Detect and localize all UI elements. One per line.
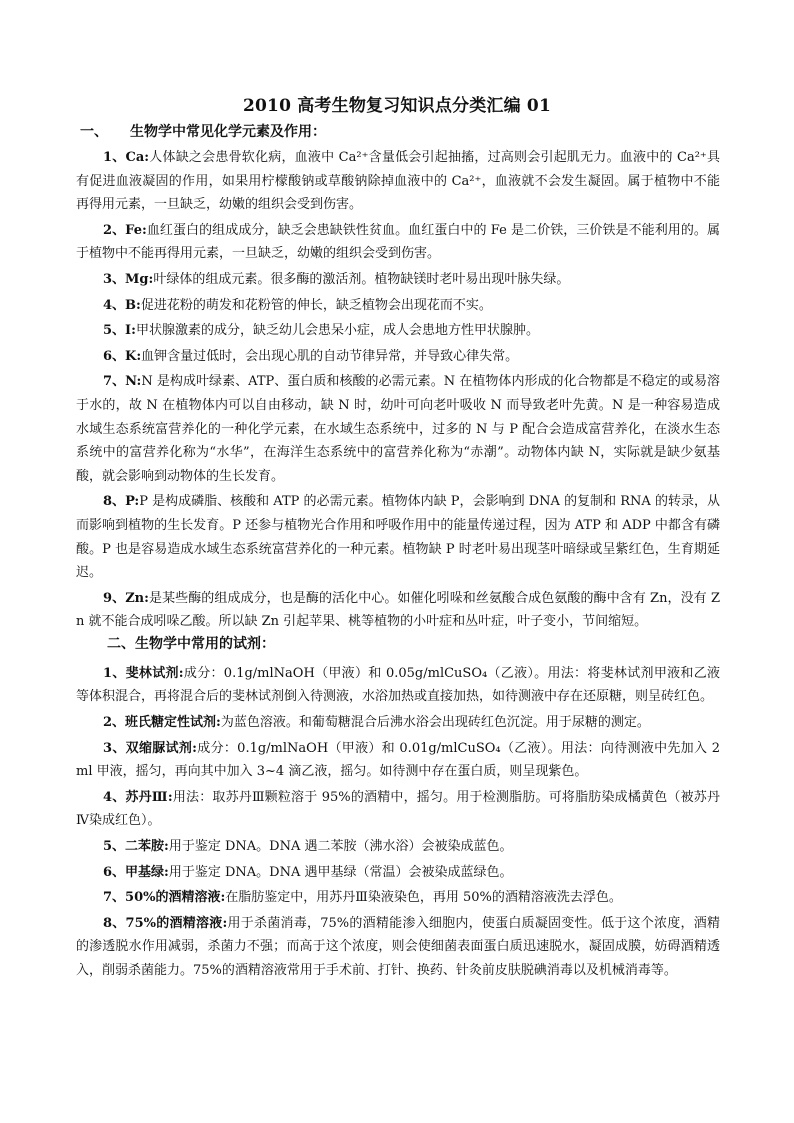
- paragraph-mg: [76, 268, 720, 292]
- paragraph-ca: [76, 146, 720, 217]
- paragraph-alcohol-50: [76, 886, 720, 910]
- section-number: 一、: [80, 124, 108, 140]
- paragraph-diphenylamine: [76, 835, 720, 859]
- paragraph-p: [76, 490, 720, 584]
- section-title: 生物学中常见化学元素及作用：: [130, 124, 326, 140]
- paragraph-k: [76, 345, 720, 369]
- item-text: 人体缺之会患骨软化病，血液中 Ca²⁺含量低会引起抽搐，过高则会引起肌无力。血液中的 Ca²⁺具有促进血液凝固的作用，如果用柠檬酸钠或草酸钠除掉血液中的 Ca²⁺，血液就不会发生凝固。属于植物中不能再得用元素，一旦缺乏，幼嫩的组织会受到伤害。: [76, 150, 720, 213]
- item-key: 3、双缩脲试剂:: [103, 740, 197, 756]
- section-heading-elements: [80, 121, 326, 141]
- item-text: 甲状腺激素的成分，缺乏幼儿会患呆小症，成人会患地方性甲状腺肿。: [135, 323, 539, 339]
- item-text: 成分：0.1g/mlNaOH（甲液）和 0.01g/mlCuSO₄（乙液）。用法：向待测液中先加入 2ml 甲液，摇匀，再向其中加入 3~4 滴乙液，摇匀。如待测中存在蛋白质，则呈现紫色。: [76, 740, 720, 780]
- item-key: 6、K:: [103, 348, 142, 364]
- section-heading-reagents: [107, 633, 275, 653]
- paragraph-sudan: [76, 786, 720, 833]
- item-key: 7、N:: [103, 374, 142, 390]
- paragraph-n: [76, 370, 720, 488]
- paragraph-alcohol-75: [76, 912, 720, 983]
- item-key: 2、Fe:: [103, 222, 147, 238]
- item-key: 3、Mg:: [103, 271, 154, 287]
- item-text: 用于鉴定 DNA。DNA 遇二苯胺（沸水浴）会被染成蓝色。: [168, 839, 513, 855]
- document-body: [76, 146, 720, 985]
- paragraph-zn: [76, 587, 720, 634]
- item-text: 在脂肪鉴定中，用苏丹Ⅲ染液染色，再用 50%的酒精溶液洗去浮色。: [225, 890, 622, 906]
- item-text: 血钾含量过低时，会出现心肌的自动节律异常，并导致心律失常。: [141, 348, 519, 364]
- item-text: P 是构成磷脂、核酸和 ATP 的必需元素。植物体内缺 P，会影响到 DNA 的复制和 RNA 的转录，从而影响到植物的生长发育。P 还参与植物光合作用和呼吸作用中的能量传递过程，因为 ATP 和 ADP 中都含有磷酸。P 也是容易造成水域生态系统富营养化的一种元素。植物缺 P 时老叶易出现茎叶暗绿或呈紫红色，生育期延迟。: [76, 494, 720, 581]
- item-key: 5、二苯胺:: [103, 839, 169, 855]
- item-key: 5、I:: [103, 323, 136, 339]
- paragraph-methyl-green: [76, 861, 720, 885]
- item-text: 用于杀菌消毒，75%的酒精能渗入细胞内，使蛋白质凝固变性。低于这个浓度，酒精的渗透脱水作用减弱，杀菌力不强；而高于这个浓度，则会使细菌表面蛋白质迅速脱水，凝固成膜，妨碍酒精透入，削弱杀菌能力。75%的酒精溶液常用于手术前、打针、换药、针灸前皮肤脱碘消毒以及机械消毒等。: [76, 915, 720, 978]
- paragraph-i: [76, 319, 720, 343]
- item-key: 6、甲基绿:: [103, 864, 169, 880]
- item-key: 4、B:: [103, 297, 141, 313]
- item-text: 叶绿体的组成元素。很多酶的激活剂。植物缺镁时老叶易出现叶脉失绿。: [153, 271, 570, 287]
- paragraph-b: [76, 294, 720, 318]
- section-title: 生物学中常用的试剂：: [135, 636, 275, 652]
- paragraph-fehling: [76, 662, 720, 709]
- item-text: 促进花粉的萌发和花粉管的伸长，缺乏植物会出现花而不实。: [140, 297, 492, 313]
- item-text: 是某些酶的组成成分，也是酶的活化中心。如催化吲哚和丝氨酸合成色氨酸的酶中含有 Zn，没有 Zn 就不能合成吲哚乙酸。所以缺 Zn 引起苹果、桃等植物的小叶症和丛叶症，叶子变小，节间缩短。: [76, 590, 720, 630]
- item-key: 8、75%的酒精溶液:: [103, 915, 228, 931]
- item-text: 为蓝色溶液。和葡萄糖混合后沸水浴会出现砖红色沉淀。用于尿糖的测定。: [220, 715, 650, 731]
- paragraph-biuret: [76, 737, 720, 784]
- paragraph-benedict: [76, 711, 720, 735]
- item-key: 7、50%的酒精溶液:: [103, 890, 226, 906]
- item-key: 9、Zn:: [103, 590, 149, 606]
- item-text: 用法：取苏丹Ⅲ颗粒溶于 95%的酒精中，摇匀。用于检测脂肪。可将脂肪染成橘黄色（被苏丹Ⅳ染成红色）。: [76, 789, 720, 829]
- section-number: 二、: [107, 636, 135, 652]
- item-key: 8、P:: [103, 494, 140, 510]
- item-text: 成分：0.1g/mlNaOH（甲液）和 0.05g/mlCuSO₄（乙液）。用法：将斐林试剂甲液和乙液等体积混合，再将混合后的斐林试剂倒入待测液，水浴加热或直接加热，如待测液中存在还原糖，则呈砖红色。: [76, 665, 720, 705]
- item-text: 血红蛋白的组成成分，缺乏会患缺铁性贫血。血红蛋白中的 Fe 是二价铁，三价铁是不能利用的。属于植物中不能再得用元素，一旦缺乏，幼嫩的组织会受到伤害。: [76, 222, 720, 262]
- item-key: 2、班氏糖定性试剂:: [103, 715, 221, 731]
- document-title: 2010 高考生物复习知识点分类汇编 01: [242, 96, 551, 116]
- item-text: N 是构成叶绿素、ATP、蛋白质和核酸的必需元素。N 在植物体内形成的化合物都是不稳定的或易溶于水的，故 N 在植物体内可以自由移动，缺 N 时，幼叶可向老叶吸收 N 而导致老叶先黄。N 是一种容易造成水域生态系统富营养化的一种化学元素，在水域生态系统中，过多的 N 与 P 配合会造成富营养化，在淡水生态系统中的富营养化称为“水华”，在海洋生态系统中的富营养化称为“赤潮”。动物体内缺 N，实际就是缺少氨基酸，就会影响到动物体的生长发育。: [76, 374, 720, 484]
- item-key: 1、斐林试剂:: [103, 665, 184, 681]
- item-text: 用于鉴定 DNA。DNA 遇甲基绿（常温）会被染成蓝绿色。: [168, 864, 513, 880]
- paragraph-fe: [76, 219, 720, 266]
- item-key: 1、Ca:: [103, 150, 150, 165]
- item-key: 4、苏丹Ⅲ:: [103, 789, 173, 805]
